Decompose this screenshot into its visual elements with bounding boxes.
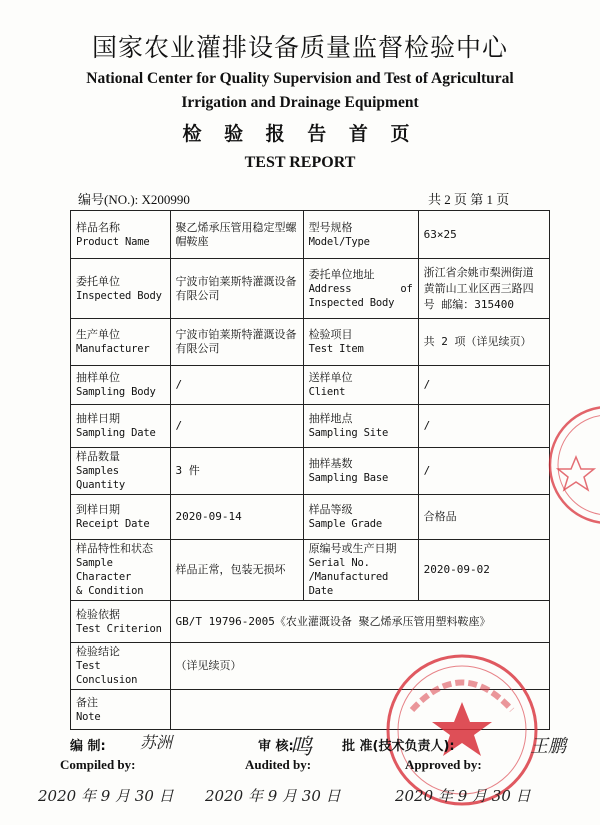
table-row xyxy=(71,405,550,448)
org-name-en-line2: Irrigation and Drainage Equipment xyxy=(181,94,419,111)
label-samples-quantity: 样品数量 Samples Quantity xyxy=(71,448,171,495)
value-samples-quantity: 3 件 xyxy=(170,448,303,495)
label-client: 送样单位 Client xyxy=(303,366,418,405)
label-sample-character: 样品特性和状态 Sample Character & Condition xyxy=(71,540,171,601)
audited-signature: 鸣 xyxy=(290,735,313,760)
label-sampling-base: 抽样基数 Sampling Base xyxy=(303,448,418,495)
label-sampling-body: 抽样单位 Sampling Body xyxy=(71,366,171,405)
label-test-conclusion: 检验结论 Test Conclusion xyxy=(71,643,171,690)
approved-label-cn: 批 准(技术负责人): xyxy=(342,739,455,754)
label-note: 备注 Note xyxy=(71,690,171,730)
table-row xyxy=(71,319,550,366)
value-test-conclusion: （详见续页） xyxy=(170,643,550,690)
page-count: 共 2 页 第 1 页 xyxy=(428,192,510,207)
value-receipt-date: 2020-09-14 xyxy=(170,495,303,540)
label-test-item: 检验项目 Test Item xyxy=(303,319,418,366)
value-serial-no: 2020-09-02 xyxy=(418,540,549,601)
label-inspected-body: 委托单位 Inspected Body xyxy=(71,259,171,319)
table-row xyxy=(71,366,550,405)
value-manufacturer: 宁波市铂莱斯特灌溉设备有限公司 xyxy=(170,319,303,366)
value-address: 浙江省余姚市梨洲街道黄箭山工业区西三路四号 邮编：315400 xyxy=(418,259,549,319)
table-row xyxy=(71,448,550,495)
report-number xyxy=(78,189,190,208)
org-name-cn: 国家农业灌排设备质量监督检验中心 xyxy=(91,33,508,62)
audited-date: 2020 年 9 月 30 日 xyxy=(205,787,341,805)
compiled-signature: 苏洲 xyxy=(140,733,173,752)
table-row xyxy=(71,495,550,540)
value-product-name: 聚乙烯承压管用稳定型螺帽鞍座 xyxy=(170,211,303,259)
value-sample-grade: 合格品 xyxy=(418,495,549,540)
compiled-date: 2020 年 9 月 30 日 xyxy=(38,787,174,805)
label-model: 型号规格 Model/Type xyxy=(303,211,418,259)
approved-label-en: Approved by: xyxy=(405,757,482,772)
audited-label-en: Audited by: xyxy=(245,757,312,772)
table-row xyxy=(71,601,550,643)
table-row xyxy=(71,259,550,319)
label-sample-grade: 样品等级 Sample Grade xyxy=(303,495,418,540)
value-model: 63×25 xyxy=(418,211,549,259)
report-number-label: 编号(NO.): xyxy=(78,192,142,207)
doc-title-cn: 检 验 报 告 首 页 xyxy=(182,123,418,145)
value-sampling-site: / xyxy=(418,405,549,448)
value-sampling-body: / xyxy=(170,366,303,405)
label-sampling-site: 抽样地点 Sampling Site xyxy=(303,405,418,448)
audited-label-cn: 审 核: xyxy=(258,739,294,754)
value-client: / xyxy=(418,366,549,405)
report-number-value: X200990 xyxy=(141,192,190,207)
doc-title-en: TEST REPORT xyxy=(244,154,356,171)
value-inspected-body: 宁波市铂莱斯特灌溉设备有限公司 xyxy=(170,259,303,319)
label-receipt-date: 到样日期 Receipt Date xyxy=(71,495,171,540)
compiled-label-cn: 编 制: xyxy=(70,739,106,754)
compiled-label-en: Compiled by: xyxy=(60,757,136,772)
value-test-item: 共 2 项（详见续页） xyxy=(418,319,549,366)
value-test-criterion: GB/T 19796-2005《农业灌溉设备 聚乙烯承压管用塑料鞍座》 xyxy=(170,601,550,643)
label-address: 委托单位地址 Address of Inspected Body xyxy=(303,259,418,319)
approved-date: 2020 年 9 月 30 日 xyxy=(395,787,531,805)
value-sampling-date: / xyxy=(170,405,303,448)
label-test-criterion: 检验依据 Test Criterion xyxy=(71,601,171,643)
org-name-en-line1: National Center for Quality Supervision and Test of Agricultural xyxy=(86,70,514,87)
value-sample-character: 样品正常，包装无损坏 xyxy=(170,540,303,601)
value-sampling-base: / xyxy=(418,448,549,495)
label-serial-no: 原编号或生产日期 Serial No. /Manufactured Date xyxy=(303,540,418,601)
label-manufacturer: 生产单位 Manufacturer xyxy=(71,319,171,366)
label-product-name: 样品名称 Product Name xyxy=(71,211,171,259)
table-row xyxy=(71,540,550,601)
seal-stamp-right xyxy=(548,395,600,535)
signature-labels-en xyxy=(60,757,600,777)
table-row xyxy=(71,211,550,259)
approved-signature: 王鹏 xyxy=(530,736,566,757)
label-sampling-date: 抽样日期 Sampling Date xyxy=(71,405,171,448)
